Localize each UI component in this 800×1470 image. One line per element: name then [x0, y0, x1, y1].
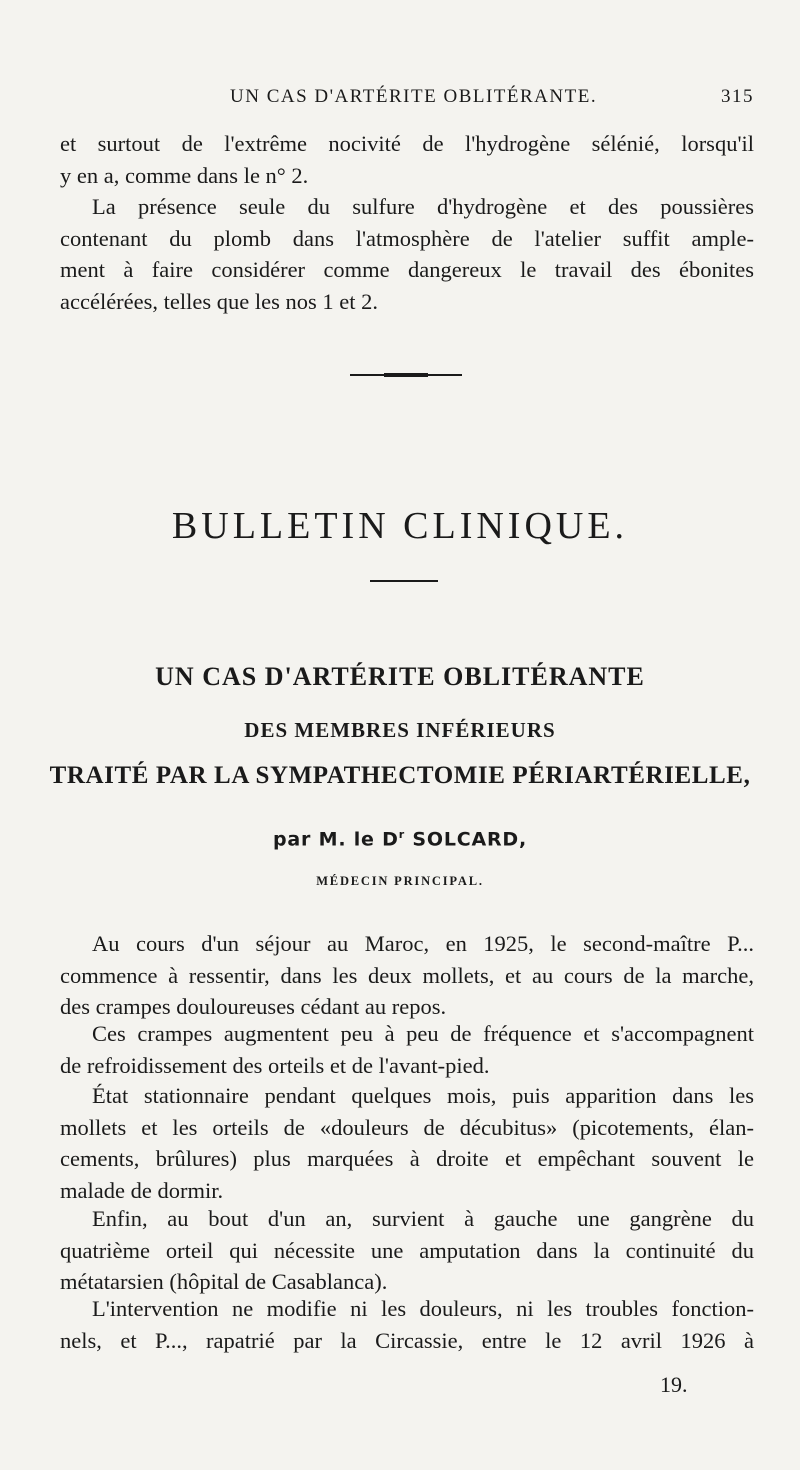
text-line: nels, et P..., rapatrié par la Circassie, entre le 12 avril 1926 à: [60, 1327, 754, 1353]
article-title: UN CAS D'ARTÉRITE OBLITÉRANTE: [155, 662, 645, 691]
text-line: État stationnaire pendant quelques mois, puis apparition dans les: [92, 1083, 754, 1108]
author-name: SOLCARD,: [404, 828, 527, 851]
article-subtitle: DES MEMBRES INFÉRIEURS: [244, 718, 556, 742]
title-underline-rule: [370, 580, 438, 582]
article-subtitle: TRAITÉ PAR LA SYMPATHECTOMIE PÉRIARTÉRIELLE,: [49, 762, 751, 789]
text-line: métatarsien (hôpital de Casablanca).: [60, 1269, 388, 1294]
text-line: mollets et les orteils de «douleurs de décubitus» (picotements, élan-: [60, 1114, 754, 1140]
text-line: Au cours d'un séjour au Maroc, en 1925, le second-maître P...: [92, 931, 754, 956]
running-header: [60, 86, 754, 112]
text-line: cements, brûlures) plus marquées à droite et empêchant souvent le: [60, 1146, 754, 1171]
author-sup: r: [398, 828, 405, 841]
text-line: L'intervention ne modifie ni les douleurs, ni les troubles fonction-: [92, 1296, 754, 1321]
signature-mark: 19.: [660, 1372, 688, 1397]
body-paragraph-5: [60, 1293, 754, 1356]
text-line: des crampes douloureuses cédant au repos.: [60, 994, 447, 1019]
running-title: UN CAS D'ARTÉRITE OBLITÉRANTE.: [230, 86, 598, 107]
text-line: Ces crampes augmentent peu à peu de fréquence et s'accompagnent: [92, 1021, 754, 1046]
author-prefix: par M. le D: [273, 828, 399, 851]
text-line: quatrième orteil qui nécessite une amputation dans la continuité du: [60, 1237, 754, 1263]
text-line: et surtout de l'extrême nocivité de l'hydrogène sélénié, lorsqu'il: [60, 131, 754, 156]
top-paragraph-1: [60, 128, 754, 191]
body-paragraph-4: [60, 1203, 754, 1298]
text-line: Enfin, au bout d'un an, survient à gauche une gangrène du: [92, 1206, 754, 1231]
body-paragraph-3: [60, 1080, 754, 1206]
page-number: 315: [721, 86, 754, 107]
text-line: de refroidissement des orteils et de l'avant-pied.: [60, 1052, 490, 1078]
section-title: BULLETIN CLINIQUE.: [171, 505, 629, 547]
author-affiliation: MÉDECIN PRINCIPAL.: [316, 874, 484, 888]
text-line: y en a, comme dans le n° 2.: [60, 162, 309, 188]
top-paragraph-2: [60, 191, 754, 317]
text-line: La présence seule du sulfure d'hydrogène et des poussières: [92, 194, 754, 219]
section-separator-rule: [350, 374, 462, 376]
body-paragraph-2: [60, 1018, 754, 1081]
text-line: contenant du plomb dans l'atmosphère de l'atelier suffit ample-: [60, 225, 754, 251]
body-paragraph-1: [60, 928, 754, 1023]
text-line: ment à faire considérer comme dangereux le travail des ébonites: [60, 257, 754, 282]
author-line: [0, 828, 800, 850]
text-line: malade de dormir.: [60, 1177, 224, 1203]
text-line: accélérées, telles que les nos 1 et 2.: [60, 288, 378, 314]
text-line: commence à ressentir, dans les deux mollets, et au cours de la marche,: [60, 962, 754, 988]
